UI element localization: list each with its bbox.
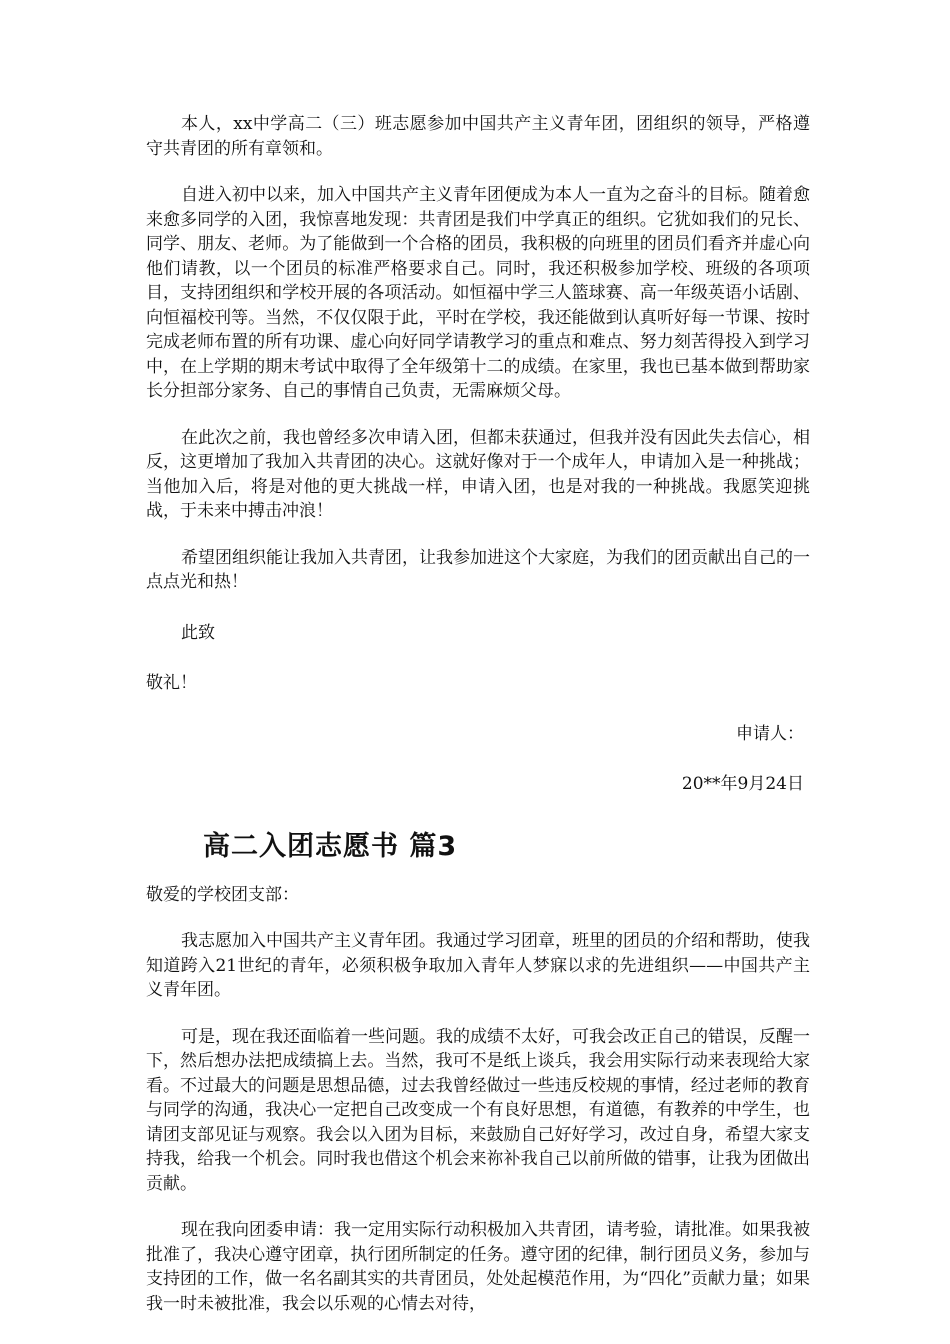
document-body — [146, 112, 810, 1316]
letter1-paragraph-2: 自进入初中以来，加入中国共产主义青年团便成为本人一直为之奋斗的目标。随着愈来愈多同学的入团，我惊喜地发现：共青团是我们中学真正的组织。它犹如我们的兄长、同学、朋友、老师。为了能做到一个合格的团员，我积极的向班里的团员们看齐并虚心向他们请教，以一个团员的标准严格要求自己。同时，我还积极参加学校、班级的各项项目，支持团组织和学校开展的各项活动。如恒福中学三人篮球赛、高一年级英语小话剧、向恒福校刊等。当然，不仅仅限于此，平时在学校，我还能做到认真听好每一节课、按时完成老师布置的所有功课、虚心向好同学请教学习的重点和难点、努力刻苦得投入到学习中，在上学期的期末考试中取得了全年级第十二的成绩。在家里，我也已基本做到帮助家长分担部分家务、自己的事情自己负责，无需麻烦父母。 — [146, 185, 810, 401]
section-title: 高二入团志愿书 篇3 — [203, 830, 458, 862]
closing-text: 此致 — [181, 622, 215, 643]
letter1-paragraph-3: 在此次之前，我也曾经多次申请入团，但都未获通过，但我并没有因此失去信心，相反，这更增加了我加入共青团的决心。这就好像对于一个成年人，申请加入是一种挑战；当他加入后，将是对他的更大挑战一样，申请入团，也是对我的一种挑战。我愿笑迎挑战，于未来中搏击冲浪！ — [146, 427, 810, 521]
letter1-paragraph-1: 本人，xx中学高二（三）班志愿参加中国共产主义青年团，团组织的领导，严格遵守共青团的所有章领和。 — [146, 114, 810, 159]
letter1-paragraph-4: 希望团组织能让我加入共青团，让我参加进这个大家庭，为我们的团贡献出自己的一点点光和热！ — [146, 547, 810, 592]
regards-text: 敬礼！ — [146, 673, 197, 693]
date-text: 20**年9月24日 — [681, 774, 804, 794]
letter2-salutation: 敬爱的学校团支部： — [146, 884, 299, 905]
letter2-paragraph-3: 现在我向团委申请：我一定用实际行动积极加入共青团，请考验，请批准。如果我被批准了，我决心遵守团章，执行团所制定的任务。遵守团的纪律，制行团员义务，参加与支持团的工作，做一名名副其实的共青团员，处处起模范作用，为“四化”贡献力量；如果我一时未被批准，我会以乐观的心情去对待， — [146, 1220, 810, 1314]
letter2-paragraph-1: 我志愿加入中国共产主义青年团。我通过学习团章，班里的团员的介绍和帮助，使我知道跨入21世纪的青年，必须积极争取加入青年人梦寐以求的先进组织——中国共产主义青年团。 — [146, 931, 810, 1000]
applicant-label: 申请人： — [736, 723, 804, 744]
letter2-paragraph-2: 可是，现在我还面临着一些问题。我的成绩不太好，可我会改正自己的错误，反醒一下，然后想办法把成绩搞上去。当然，我可不是纸上谈兵，我会用实际行动来表现给大家看。不过最大的问题是思想品德，过去我曾经做过一些违反校规的事情，经过老师的教育与同学的沟通，我决心一定把自己改变成一个有良好思想，有道德，有教养的中学生，也请团支部见证与观察。我会以入团为目标，来鼓励自己好好学习，改过自身，希望大家支持我，给我一个机会。同时我也借这个机会来祢补我自己以前所做的错事，让我为团做出贡献。 — [146, 1026, 810, 1194]
